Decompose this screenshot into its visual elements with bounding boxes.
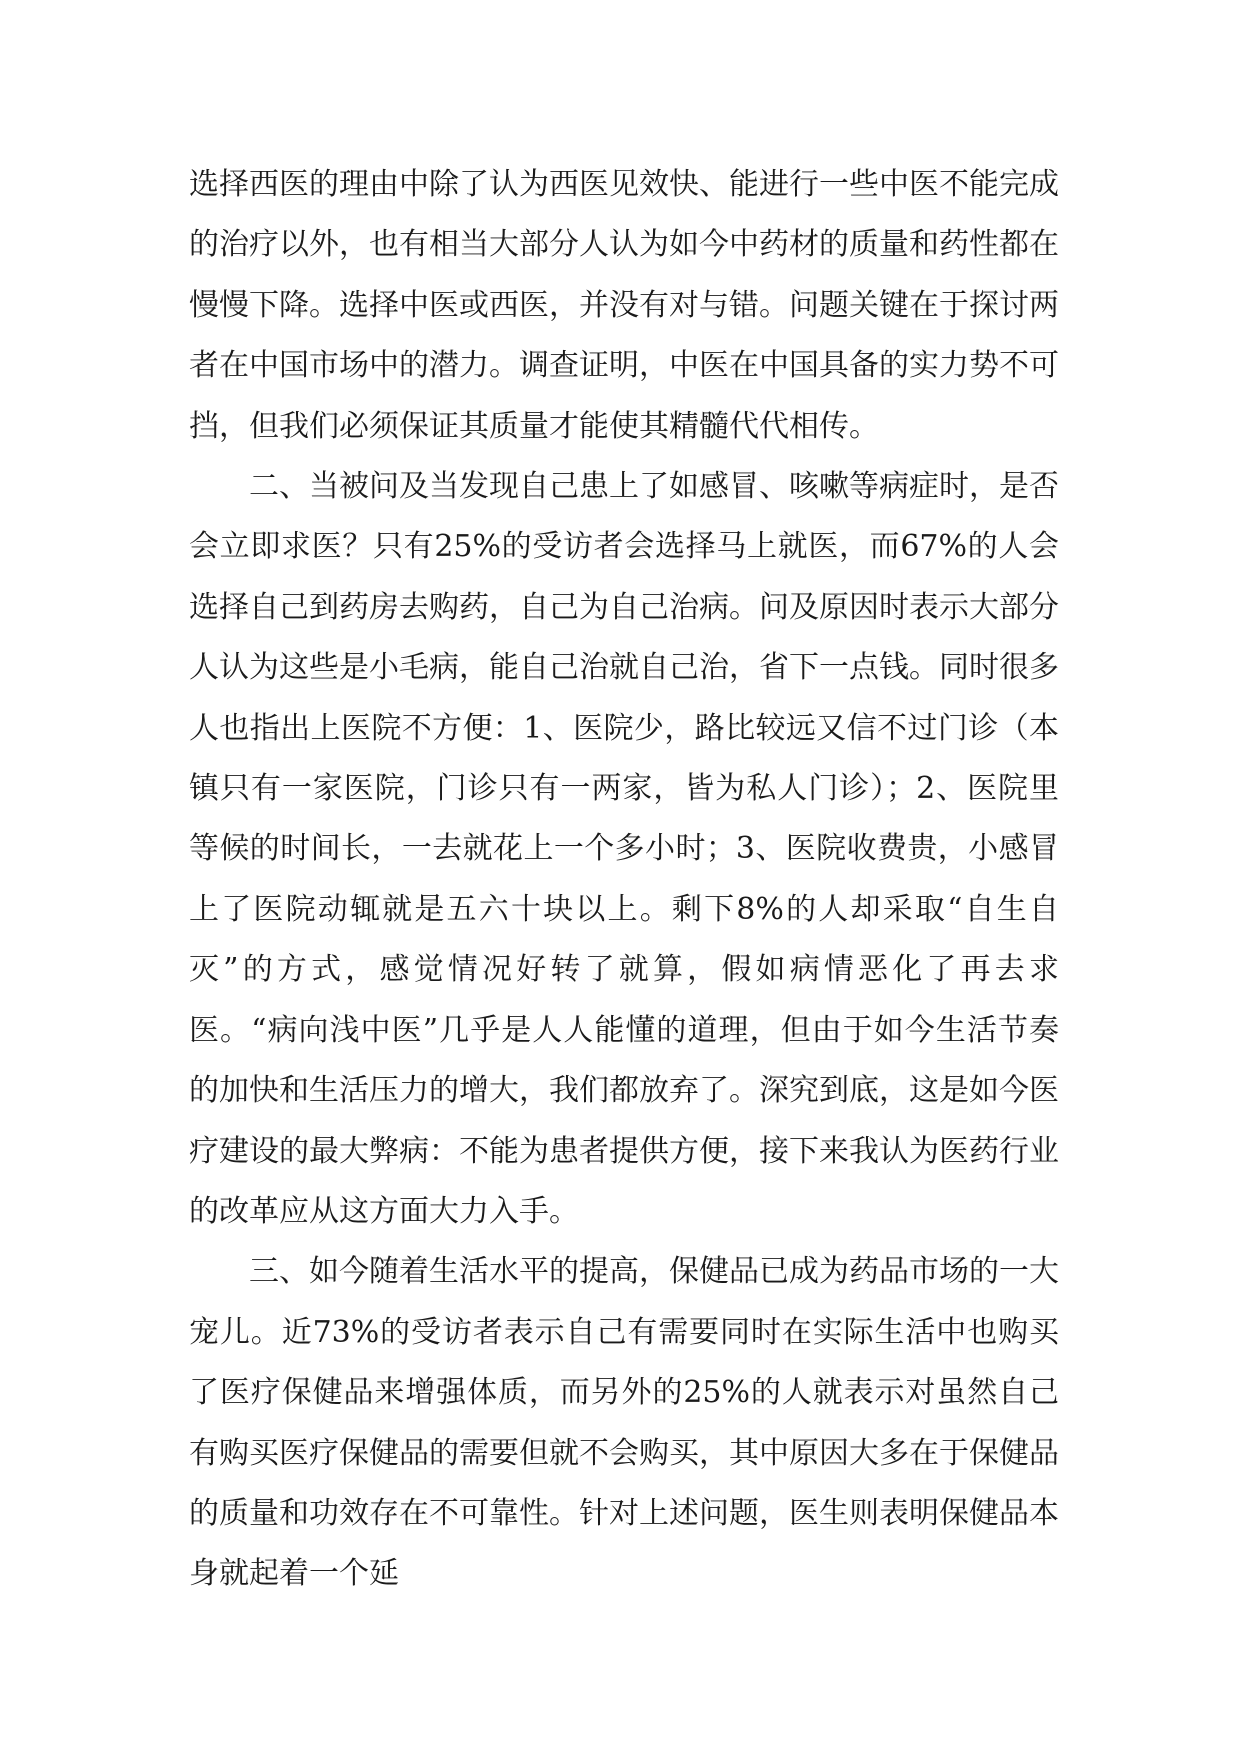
paragraph-1: 选择西医的理由中除了认为西医见效快、能进行一些中医不能完成的治疗以外，也有相当大部分人认为如今中药材的质量和药性都在慢慢下降。选择中医或西医，并没有对与错。问题关键在于探讨两者在中国市场中的潜力。调查证明，中医在中国具备的实力势不可挡，但我们必须保证其质量才能使其精髓代代相传。 bbox=[189, 167, 1059, 444]
document-body bbox=[189, 155, 1059, 1605]
paragraph-2: 二、当被问及当发现自己患上了如感冒、咳嗽等病症时，是否会立即求医？只有25%的受访者会选择马上就医，而67%的人会选择自己到药房去购药，自己为自己治病。问及原因时表示大部分人认为这些是小毛病，能自己治就自己治，省下一点钱。同时很多人也指出上医院不方便：1、医院少，路比较远又信不过门诊（本镇只有一家医院，门诊只有一两家，皆为私人门诊）；2、医院里等候的时间长，一去就花上一个多小时；3、医院收费贵，小感冒上了医院动辄就是五六十块以上。剩下8%的人却采取“自生自灭”的方式，感觉情况好转了就算，假如病情恶化了再去求医。“病向浅中医”几乎是人人能懂的道理，但由于如今生活节奏的加快和生活压力的增大，我们都放弃了。深究到底，这是如今医疗建设的最大弊病：不能为患者提供方便，接下来我认为医药行业的改革应从这方面大力入手。 bbox=[189, 469, 1059, 1229]
paragraph-3: 三、如今随着生活水平的提高，保健品已成为药品市场的一大宠儿。近73%的受访者表示自己有需要同时在实际生活中也购买了医疗保健品来增强体质，而另外的25%的人就表示对虽然自己有购买医疗保健品的需要但就不会购买，其中原因大多在于保健品的质量和功效存在不可靠性。针对上述问题，医生则表明保健品本身就起着一个延 bbox=[189, 1254, 1059, 1592]
